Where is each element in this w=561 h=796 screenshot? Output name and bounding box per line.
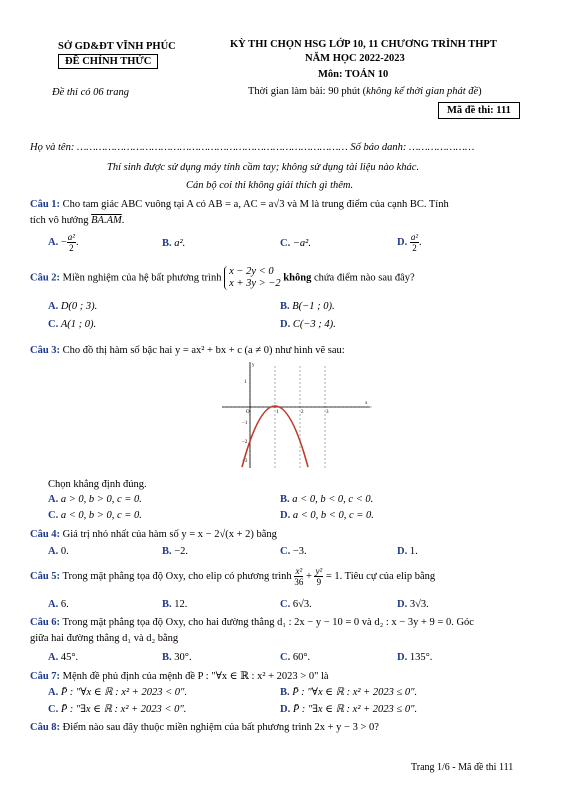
time-limit: Thời gian làm bài: 90 phút (không kể thời gian phát đề) — [248, 86, 482, 97]
q5-option-c[interactable]: C. 6√3. — [280, 599, 312, 610]
q7-option-a[interactable]: A. P̄ : "∀x ∈ ℝ : x² + 2023 < 0". — [48, 687, 188, 698]
q7-option-c[interactable]: C. P̄ : "∃x ∈ ℝ : x² + 2023 < 0". — [48, 704, 187, 715]
y-tick-minus-2: −2 — [242, 440, 248, 445]
q4-option-b[interactable]: B. −2. — [162, 546, 189, 557]
question-6-cont: giữa hai đường thẳng d₁ và d₂ bằng — [30, 633, 179, 644]
q1-option-d[interactable]: D. $\frac{\text{a²}}{2}$ . — [397, 232, 422, 253]
parabola-graph — [222, 358, 372, 470]
question-2: Câu 2: Miền nghiệm của hệ bất phương trình x − 2y < 0 x + 3y > −2 không chứa điểm nào sau đây? — [30, 266, 415, 289]
question-3: Câu 3: Cho đồ thị hàm số bậc hai y = ax² + bx + c (a ≠ 0) như hình vẽ sau: — [30, 345, 345, 356]
x-tick-3: 3 — [326, 410, 329, 415]
question-6: Câu 6: Trong mặt phẳng tọa độ Oxy, cho hai đường thẳng d₁ : 2x − y − 10 = 0 và d₂ : x − 3y + 9 = 0. Góc — [30, 617, 474, 628]
y-tick-1: 1 — [244, 380, 247, 385]
q3-option-b[interactable]: B. a < 0, b < 0, c < 0. — [280, 494, 374, 505]
q1-option-a[interactable]: A. − $\frac{\text{a²}}{2}$ . — [48, 232, 79, 253]
q5-option-b[interactable]: B. 12. — [162, 599, 188, 610]
q6-option-b[interactable]: B. 30°. — [162, 652, 192, 663]
origin-label: O — [246, 410, 250, 415]
question-4: Câu 4: Giá trị nhỏ nhất của hàm số y = x − 2√(x + 2) bằng — [30, 529, 277, 540]
official-label: ĐỀ CHÍNH THỨC — [58, 54, 158, 69]
q4-option-c[interactable]: C. −3. — [280, 546, 307, 557]
q3-instruction: Chọn khẳng định đúng. — [48, 479, 147, 490]
page-count: Đề thi có 06 trang — [52, 87, 129, 98]
q4-option-a[interactable]: A. 0. — [48, 546, 69, 557]
question-1-cont: tích vô hướng BA.AM. — [30, 215, 125, 226]
exam-title: KỲ THI CHỌN HSG LỚP 10, 11 CHƯƠNG TRÌNH THPT — [230, 39, 497, 50]
x-tick-1: 1 — [276, 410, 279, 415]
question-8: Câu 8: Điểm nào sau đây thuộc miền nghiệm của bất phương trình 2x + y − 3 > 0? — [30, 722, 379, 733]
school-year: NĂM HỌC 2022-2023 — [305, 53, 405, 64]
question-5: Câu 5: Trong mặt phẳng tọa độ Oxy, cho elip có phương trình $\frac{\text{x²}}{36}$ + $\frac{\text{y²}}{9}$ = 1. Tiêu cự của elip bằng — [30, 566, 436, 587]
q1-option-c[interactable]: C. −a². — [280, 238, 311, 249]
proctor-note: Cán bộ coi thi không giải thích gì thêm. — [186, 180, 354, 191]
q6-option-a[interactable]: A. 45°. — [48, 652, 79, 663]
q7-option-d[interactable]: D. P̄ : "∃x ∈ ℝ : x² + 2023 ≤ 0". — [280, 704, 418, 715]
q3-option-d[interactable]: D. a < 0, b < 0, c = 0. — [280, 510, 374, 521]
q2-option-d[interactable]: D. C(−3 ; 4). — [280, 319, 336, 330]
q3-option-c[interactable]: C. a < 0, b > 0, c = 0. — [48, 510, 142, 521]
page-footer: Trang 1/6 - Mã đề thi 111 — [411, 762, 514, 773]
q2-option-b[interactable]: B. B(−1 ; 0). — [280, 301, 335, 312]
q5-option-d[interactable]: D. 3√3. — [397, 599, 429, 610]
exam-code: Mã đề thi: 111 — [438, 102, 520, 119]
q5-option-a[interactable]: A. 6. — [48, 599, 69, 610]
q7-option-b[interactable]: B. P̄ : "∀x ∈ ℝ : x² + 2023 ≤ 0". — [280, 687, 418, 698]
question-7: Câu 7: Mệnh đề phủ định của mệnh đề P : "∀x ∈ ℝ : x² + 2023 > 0" là — [30, 671, 329, 682]
department-name: SỞ GD&ĐT VĨNH PHÚC — [58, 41, 176, 52]
q1-option-b[interactable]: B. a². — [162, 238, 186, 249]
q2-option-a[interactable]: A. D(0 ; 3). — [48, 301, 98, 312]
subject: Môn: TOÁN 10 — [318, 69, 389, 80]
q3-option-a[interactable]: A. a > 0, b > 0, c = 0. — [48, 494, 142, 505]
x-tick-2: 2 — [301, 410, 304, 415]
q2-option-c[interactable]: C. A(1 ; 0). — [48, 319, 97, 330]
y-axis-label: y — [252, 363, 255, 368]
q6-option-d[interactable]: D. 135°. — [397, 652, 433, 663]
candidate-line: Họ và tên: …………………………………………………………………………… Số báo danh: ………………… — [30, 142, 475, 153]
y-tick-minus-3: −3 — [242, 459, 248, 464]
x-axis-label: x — [365, 401, 368, 406]
question-1: Câu 1: Cho tam giác ABC vuông tại A có AB = a, AC = a√3 và M là trung điểm của cạnh BC. Tính — [30, 199, 449, 210]
instruction-note: Thí sinh được sử dụng máy tính cầm tay; không sử dụng tài liệu nào khác. — [107, 162, 420, 173]
q6-option-c[interactable]: C. 60°. — [280, 652, 311, 663]
y-tick-minus-1: −1 — [242, 421, 248, 426]
q4-option-d[interactable]: D. 1. — [397, 546, 418, 557]
